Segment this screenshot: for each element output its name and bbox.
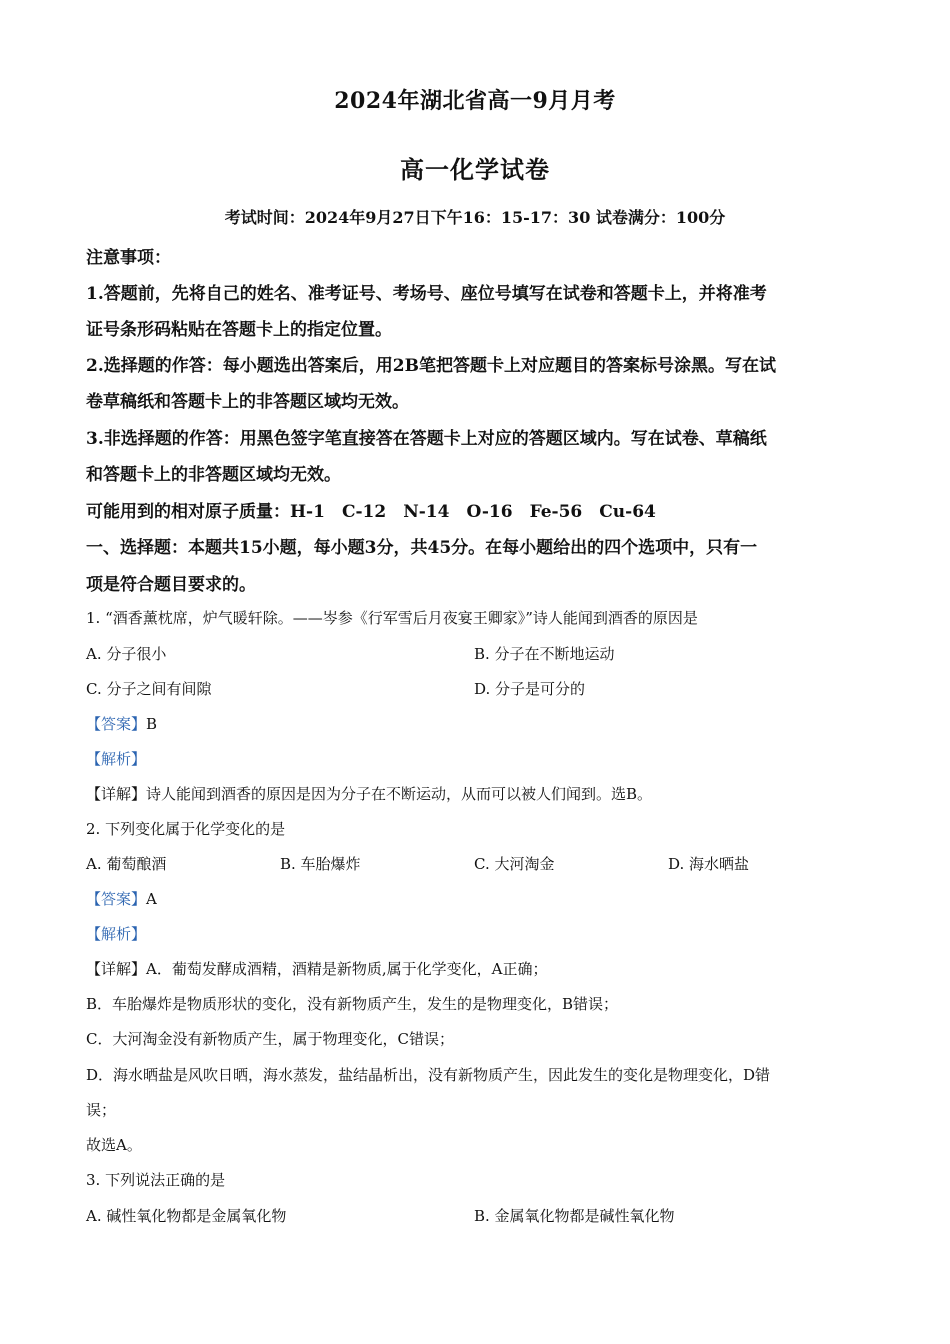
section-heading-cont: 项是符合题目要求的。 bbox=[86, 575, 256, 595]
q2-detail-a-text: A．葡萄发酵成酒精，酒精是新物质,属于化学变化，A正确； bbox=[146, 960, 548, 978]
q1-analysis bbox=[86, 748, 146, 769]
q2-detail-b: B．车胎爆炸是物质形状的变化，没有新物质产生，发生的是物理变化，B错误； bbox=[86, 995, 619, 1013]
q3-option-a: A. 碱性氧化物都是金属氧化物 bbox=[86, 1207, 287, 1225]
section-heading: 一、选择题：本题共15小题，每小题3分，共45分。在每小题给出的四个选项中，只有一 bbox=[86, 538, 758, 558]
q2-answer-value: A bbox=[146, 890, 157, 908]
exam-subtitle: 高一化学试卷 bbox=[400, 155, 550, 184]
notice-item-2: 2.选择题的作答：每小题选出答案后，用2B笔把答题卡上对应题目的答案标号涂黑。写在试 bbox=[86, 356, 776, 376]
q1-option-b: B. 分子在不断地运动 bbox=[474, 645, 615, 663]
exam-title: 2024年湖北省高一9月月考 bbox=[334, 88, 616, 114]
q1-answer-value: B bbox=[146, 715, 158, 733]
q2-stem: 2. 下列变化属于化学变化的是 bbox=[86, 820, 286, 838]
analysis-label: 【解析】 bbox=[86, 925, 147, 943]
exam-info: 考试时间：2024年9月27日下午16：15-17：30 试卷满分：100分 bbox=[224, 208, 726, 227]
notice-item-1: 1.答题前，先将自己的姓名、准考证号、考场号、座位号填写在试卷和答题卡上，并将准考 bbox=[86, 284, 767, 304]
notice-item-3: 3.非选择题的作答：用黑色签字笔直接答在答题卡上对应的答题区域内。写在试卷、草稿纸 bbox=[86, 429, 767, 449]
q2-analysis bbox=[86, 923, 146, 944]
q1-option-a: A. 分子很小 bbox=[86, 645, 167, 663]
q2-detail-d-cont: 误； bbox=[86, 1101, 117, 1119]
q2-detail-d: D．海水晒盐是风吹日晒，海水蒸发，盐结晶析出，没有新物质产生，因此发生的变化是物理变化，D错 bbox=[86, 1066, 771, 1084]
q2-option-a: A. 葡萄酿酒 bbox=[86, 855, 167, 873]
q2-conclusion: 故选A。 bbox=[86, 1136, 142, 1154]
detail-label: 【详解】 bbox=[86, 785, 147, 803]
q1-detail-text: 诗人能闻到酒香的原因是因为分子在不断运动，从而可以被人们闻到。选B。 bbox=[146, 785, 653, 803]
q2-option-d: D. 海水晒盐 bbox=[668, 855, 750, 873]
notice-item-2-cont: 卷草稿纸和答题卡上的非答题区域均无效。 bbox=[86, 392, 409, 412]
q1-stem: 1. “酒香薰枕席，炉气暖轩除。——岑参《行军雪后月夜宴王卿家》”诗人能闻到酒香的原因是 bbox=[86, 609, 698, 627]
q1-option-d: D. 分子是可分的 bbox=[474, 680, 586, 698]
q1-option-c: C. 分子之间有间隙 bbox=[86, 680, 212, 698]
notice-item-3-cont: 和答题卡上的非答题区域均无效。 bbox=[86, 465, 341, 485]
q1-detail bbox=[86, 783, 652, 804]
q2-option-c: C. 大河淘金 bbox=[474, 855, 555, 873]
q3-option-b: B. 金属氧化物都是碱性氧化物 bbox=[474, 1207, 675, 1225]
q2-answer bbox=[86, 888, 157, 909]
notice-item-1-cont: 证号条形码粘贴在答题卡上的指定位置。 bbox=[86, 320, 392, 340]
q2-detail-c: C．大河淘金没有新物质产生，属于物理变化，C错误； bbox=[86, 1030, 454, 1048]
analysis-label: 【解析】 bbox=[86, 750, 147, 768]
q3-stem: 3. 下列说法正确的是 bbox=[86, 1171, 226, 1189]
answer-label: 【答案】 bbox=[86, 715, 147, 733]
atomic-masses: 可能用到的相对原子质量：H-1 C-12 N-14 O-16 Fe-56 Cu-64 bbox=[86, 502, 656, 522]
q2-option-b: B. 车胎爆炸 bbox=[280, 855, 361, 873]
notice-heading: 注意事项： bbox=[86, 248, 171, 268]
answer-label: 【答案】 bbox=[86, 890, 147, 908]
q2-detail-a bbox=[86, 958, 547, 979]
q1-answer bbox=[86, 713, 157, 734]
detail-label: 【详解】 bbox=[86, 960, 147, 978]
